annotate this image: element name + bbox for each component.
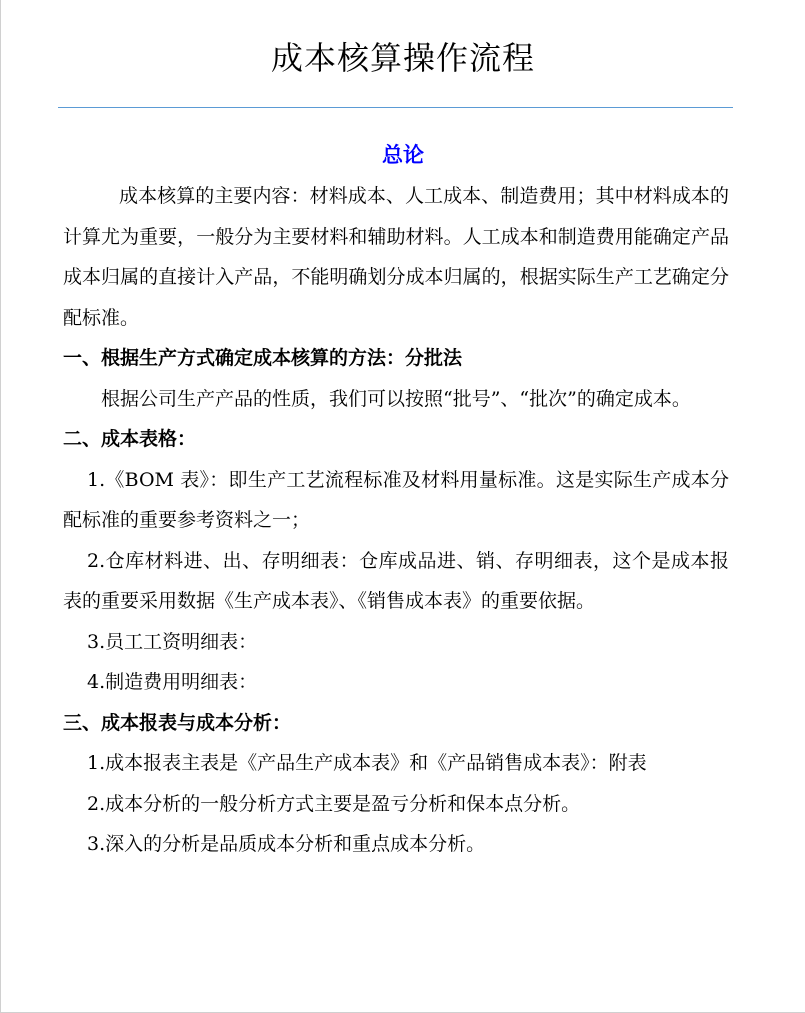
document-title: 成本核算操作流程 [270,39,535,77]
section-heading-2: 二、成本表格： [63,428,197,450]
section-3-item-2: 2.成本分析的一般分析方式主要是盈亏分析和保本点分析。 [87,792,581,815]
section-heading-3: 三、成本报表与成本分析： [63,711,292,734]
intro-paragraph: 成本核算的主要内容：材料成本、人工成本、制造费用；其中材料成本的计算尤为重要，一般分为主要材料和辅助材料。人工成本和制造费用能确定产品成本归属的直接计入产品，不能明确划分成本归属的，根据实际生产工艺确定分配标准。 [63,185,729,329]
section-heading-1: 一、根据生产方式确定成本核算的方法：分批法 [63,347,463,369]
section-3-item-1: 1.成本报表主表是《产品生产成本表》和《产品销售成本表》：附表 [87,752,647,774]
section-subtitle: 总论 [382,142,424,167]
section-2-item-3: 3.员工工资明细表： [87,630,258,653]
section-1-paragraph-1: 根据公司生产产品的性质，我们可以按照“批号”、“批次”的确定成本。 [101,387,691,410]
title-divider [58,107,733,108]
document-body [63,176,729,865]
section-2-item-4: 4.制造费用明细表： [87,671,258,693]
section-2-item-1: 1.《BOM 表》：即生产工艺流程标准及材料用量标准。这是实际生产成本分配标准的重要参考资料之一； [63,468,729,531]
section-2-item-2: 2.仓库材料进、出、存明细表：仓库成品进、销、存明细表，这个是成本报表的重要采用数据《生产成本表》、《销售成本表》的重要依据。 [63,549,729,612]
section-3-item-3: 3.深入的分析是品质成本分析和重点成本分析。 [87,833,486,855]
